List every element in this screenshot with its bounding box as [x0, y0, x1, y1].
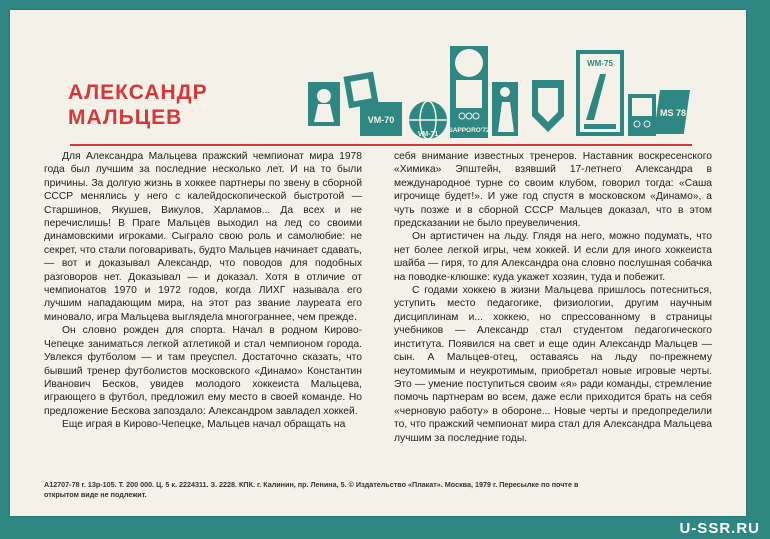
postcard	[10, 10, 746, 516]
vm-70-emblem-icon	[360, 102, 402, 136]
championship-emblem-icon	[308, 82, 340, 126]
championship-emblems	[10, 10, 746, 150]
innsbruck-emblem-icon	[628, 94, 656, 136]
vm-71-label: VM-71	[417, 131, 439, 138]
sapporo-label: SAPPORO'72	[448, 127, 490, 134]
championship-emblem-icon	[532, 80, 564, 132]
title-first-name: АЛЕКСАНДР	[68, 81, 208, 104]
wm-75-emblem-icon	[576, 50, 624, 136]
paragraph: Для Александра Мальцева пражский чемпионат мира 1978 года был лучшим за последние несколько лет. И на то были причины. За долгую жизнь в хоккее партнеры по звену в сборной СССР менялись у него с калейдоскопической быстротой — Старшинов, Якушев, Викулов, Харламов... Да всех и не перечислишь! В Праге Мальцев выходил на лед со своими динамовскими игроками. Сыграло свою роль и самолюбие: не секрет, что стали поговаривать, будто Мальцев начинает сдавать,— вот и доказывал Александр, что поводов для подобных разговоров нет. Доказывал — и доказал. Хотя в отличие от чемпионатов 1970 и 1972 годов, когда ЛИХГ называла его лучшим нападающим мира, на этот раз звание лауреата его миновало, игра Мальцева выглядела многограннее, чем прежде.	[44, 151, 362, 323]
text-column-left	[44, 150, 362, 432]
championship-emblem-icon	[492, 82, 518, 136]
site-watermark: U-SSR.RU	[679, 520, 760, 537]
text-column-right	[394, 150, 712, 445]
paragraph: Он артистичен на льду. Глядя на него, можно подумать, что нет более легкой игры, чем хоккей. И если для иного хоккеиста шайба — гиря, то для Александра она словно послушная собачка на поводке-клюшке: куда укажет хозяин, туда и побежит.	[394, 231, 712, 283]
sapporo-72-emblem-icon	[448, 46, 490, 138]
wm-75-label: WM-75	[587, 59, 613, 68]
vm-71-globe-emblem-icon	[409, 101, 447, 139]
paragraph: себя внимание известных тренеров. Наставник воскресенского «Химика» Эпштейн, взявший 17-летнего Александра в международное турне со своим клубом, говорил тогда: «Саша игрочище будет!». И уже год спустя в московском «Динамо», а чуть позже и в сборной СССР Мальцев доказал, что в этом предсказании не было преувеличения.	[394, 151, 712, 230]
ms-78-label: MS 78	[659, 108, 687, 118]
imprint-line: открытом виде не подлежит.	[44, 490, 147, 499]
publisher-imprint	[44, 480, 734, 500]
imprint-line: А12707-78 г. 13р-105. Т. 200 000. Ц. 5 к. 2224311. З. 2228. КПК. г. Калинин, пр. Ленина, 5. © Издательство «Плакат». Москва, 1979 г. Пересылке по почте в	[44, 480, 579, 489]
ms-78-emblem-icon	[654, 90, 690, 134]
vm-70-label: VM-70	[367, 115, 395, 125]
paragraph: Еще играя в Кирово-Чепецке, Мальцев начал обращать на	[62, 419, 346, 431]
paragraph: С годами хоккею в жизни Мальцева пришлось потесниться, уступить место педагогике, физиологии, другим научным дисциплинам и... хоккею, но спрессованному в страницы учебников — Александр стал студентом педагогического института. Появился на свет и еще один Александр Мальцев — сын. А Мальцев-отец, оставаясь на льду по-прежнему неутомимым и неукротимым, приобретал новые игровые черты. Это — умение поступиться своим «я» ради команды, стремление помочь партнерам во всем, даже если приходится брать на себя «черновую работу» в обороне... Новые черты и предопределили то, что пражский чемпионат мира стал для Александра Мальцева лучшим за последние годы.	[394, 285, 712, 444]
title-divider	[70, 144, 692, 146]
title-last-name: МАЛЬЦЕВ	[68, 106, 183, 129]
paragraph: Он словно рожден для спорта. Начал в родном Кирово-Чепецке заниматься легкой атлетикой и стал чемпионом города. Увлекся футболом — и там преуспел. Достаточно сказать, что бывший тренер футболистов московского «Динамо» Константин Иванович Бесков, увидев молодого хоккеиста Мальцева, играющего в футбол, предложил ему место в своей команде. Но предложение Бескова запоздало: Александром завладел хоккей.	[44, 325, 362, 417]
